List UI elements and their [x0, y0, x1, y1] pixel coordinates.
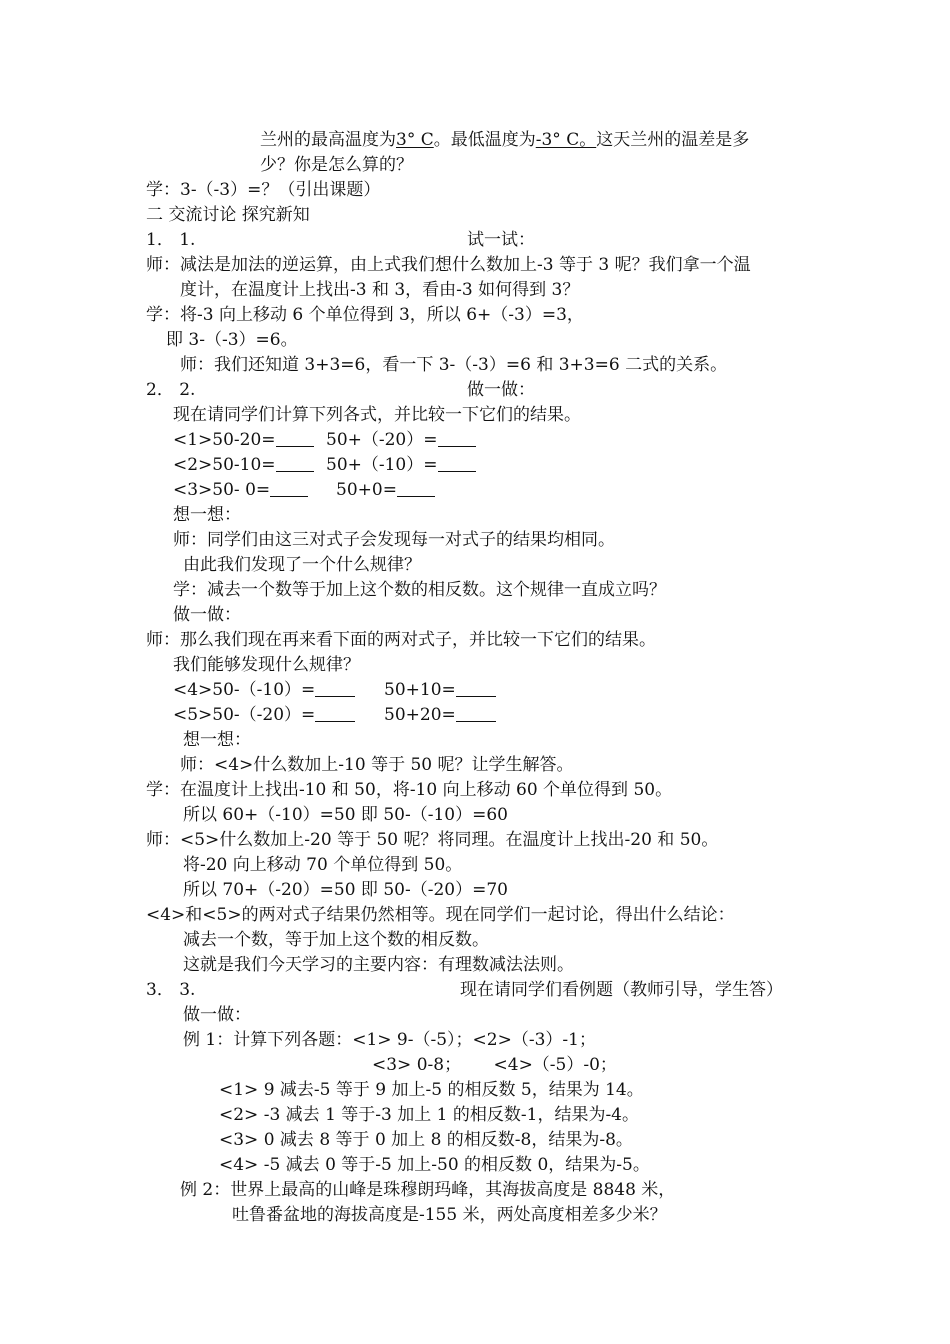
- teacher-line: 师：那么我们现在再来看下面的两对式子，并比较一下它们的结果。: [146, 630, 656, 650]
- student-line-cont: 即 3-（-3）=6。: [166, 330, 298, 350]
- line-question: 少？你是怎么算的？: [260, 155, 413, 175]
- example-2-prompt: 例 2：世界上最高的山峰是珠穆朗玛峰，其海拔高度是 8848 米，: [180, 1180, 676, 1200]
- answer-blank: [438, 430, 476, 447]
- student-line: 学：将-3 向上移动 6 个单位得到 3，所以 6+（-3）=3，: [146, 305, 584, 325]
- answer-blank: [276, 455, 314, 472]
- discussion-line: <4>和<5>的两对式子结果仍然相等。现在同学们一起讨论，得出什么结论：: [146, 905, 735, 925]
- teacher-line-cont: 我们能够发现什么规律？: [173, 655, 360, 675]
- exercise-expression: 50+10=: [384, 680, 456, 700]
- example-1-prompt: 例 1：计算下列各题：<1> 9-（-5）；<2>（-3）-1；: [183, 1030, 596, 1050]
- teacher-line-cont: 度计，在温度计上找出-3 和 3，看由-3 如何得到 3？: [180, 280, 580, 300]
- answer-blank: [456, 680, 496, 697]
- teacher-line-cont: 所以 70+（-20）=50 即 50-（-20）=70: [183, 880, 508, 900]
- underlined-low-temp: -3° C。: [535, 130, 597, 150]
- item-number-3: 3． 3.: [146, 980, 196, 1000]
- exercise-expression: <1>50-20=: [173, 430, 276, 450]
- example-1-answer: <1> 9 减去-5 等于 9 加上-5 的相反数 5，结果为 14。: [219, 1080, 644, 1100]
- answer-blank: [456, 705, 496, 722]
- answer-blank: [276, 430, 314, 447]
- example-2-prompt-cont: 吐鲁番盆地的海拔高度是-155 米，两处高度相差多少米？: [232, 1205, 667, 1225]
- exercise-3-right: [336, 478, 435, 502]
- exercise-1-right: [326, 428, 476, 452]
- exercise-1-left: [173, 428, 314, 452]
- exercise-2-right: [326, 453, 476, 477]
- student-line: 学：在温度计上找出-10 和 50，将-10 向上移动 60 个单位得到 50。: [146, 780, 673, 800]
- student-line-cont: 所以 60+（-10）=50 即 50-（-10）=60: [183, 805, 508, 825]
- subheading-think: 想一想：: [173, 505, 241, 525]
- student-line: 学：减去一个数等于加上这个数的相反数。这个规律一直成立吗？: [173, 580, 666, 600]
- teacher-line: 师：减法是加法的逆运算，由上式我们想什么数加上-3 等于 3 呢？我们拿一个温: [146, 255, 751, 275]
- teacher-line: 师：<4>什么数加上-10 等于 50 呢？让学生解答。: [180, 755, 574, 775]
- subheading-do: 做一做：: [173, 605, 241, 625]
- exercise-5-left: [173, 703, 355, 727]
- instruction-line: 现在请同学们计算下列各式，并比较一下它们的结果。: [173, 405, 581, 425]
- summary-line: 这就是我们今天学习的主要内容：有理数减法法则。: [183, 955, 574, 975]
- exercise-expression: <2>50-10=: [173, 455, 276, 475]
- item-number-2: 2． 2.: [146, 380, 196, 400]
- exercise-5-right: [384, 703, 496, 727]
- exercise-expression: 50+20=: [384, 705, 456, 725]
- answer-blank: [397, 480, 435, 497]
- answer-blank: [270, 480, 308, 497]
- rule-statement: 减去一个数，等于加上这个数的相反数。: [183, 930, 489, 950]
- teacher-line: 师：<5>什么数加上-20 等于 50 呢？将同理。在温度计上找出-20 和 50。: [146, 830, 719, 850]
- text-segment: 这天兰州的温差是多: [596, 130, 750, 150]
- underlined-high-temp: 3° C: [396, 130, 434, 150]
- teacher-line: 师：同学们由这三对式子会发现每一对式子的结果均相同。: [173, 530, 615, 550]
- exercise-2-left: [173, 453, 314, 477]
- subheading-do: 做一做：: [183, 1005, 251, 1025]
- subheading-think: 想一想：: [183, 730, 251, 750]
- example-1-answer: <2> -3 减去 1 等于-3 加上 1 的相反数-1，结果为-4。: [219, 1105, 640, 1125]
- answer-blank: [438, 455, 476, 472]
- exercise-expression: <4>50-（-10）=: [173, 680, 316, 700]
- example-1-answer: <3> 0 减去 8 等于 0 加上 8 的相反数-8，结果为-8。: [219, 1130, 633, 1150]
- example-1-answer: <4> -5 减去 0 等于-5 加上-50 的相反数 0，结果为-5。: [219, 1155, 650, 1175]
- exercise-4-right: [384, 678, 496, 702]
- exercise-4-left: [173, 678, 355, 702]
- line-student-intro: 学：3-（-3）=？（引出课题）: [146, 180, 381, 200]
- exercise-expression: 50+（-20）=: [326, 430, 438, 450]
- item-title-try: 试一试：: [467, 230, 535, 250]
- exercise-expression: 50+0=: [336, 480, 397, 500]
- answer-blank: [315, 680, 355, 697]
- text-segment: 兰州的最高温度为: [260, 130, 396, 150]
- exercise-expression: <3>50- 0=: [173, 480, 271, 500]
- section-heading: 二 交流讨论 探究新知: [146, 205, 310, 225]
- item-title-do: 做一做：: [467, 380, 535, 400]
- exercise-3-left: [173, 478, 308, 502]
- item-title-examples: 现在请同学们看例题（教师引导，学生答）: [460, 980, 783, 1000]
- exercise-expression: 50+（-10）=: [326, 455, 438, 475]
- teacher-line-cont: 将-20 向上移动 70 个单位得到 50。: [183, 855, 463, 875]
- answer-blank: [315, 705, 355, 722]
- teacher-line: 师：我们还知道 3+3=6，看一下 3-（-3）=6 和 3+3=6 二式的关系。: [180, 355, 728, 375]
- item-number-1: 1． 1.: [146, 230, 196, 250]
- exercise-expression: <5>50-（-20）=: [173, 705, 316, 725]
- text-segment: 。最低温度为: [433, 130, 536, 150]
- example-1-prompt-cont: <3> 0-8； <4>（-5）-0；: [372, 1055, 617, 1075]
- teacher-line-cont: 由此我们发现了一个什么规律？: [183, 555, 421, 575]
- line-lanzhou-temperature: [260, 128, 749, 152]
